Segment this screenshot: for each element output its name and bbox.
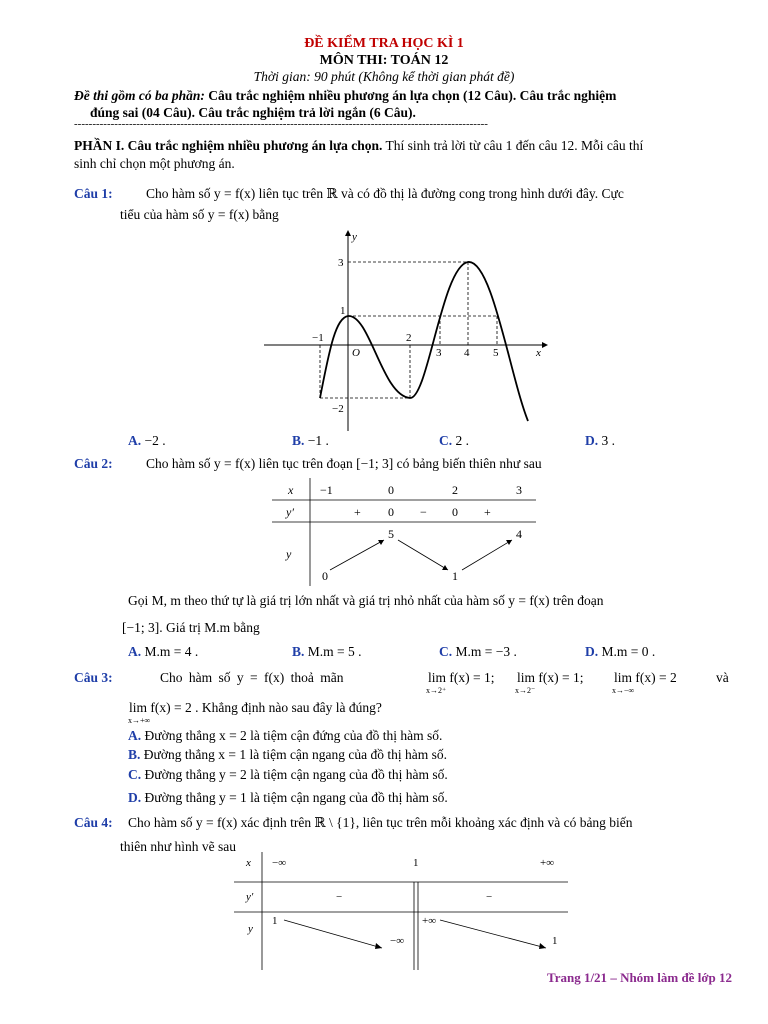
q2-sign-4: + (484, 505, 491, 519)
q3-lim1: lim f(x) = 1; (428, 670, 495, 685)
part1-heading: PHẦN I. Câu trắc nghiệm nhiều phương án lựa chọn. (74, 138, 383, 153)
structure-prefix: Đề thi gồm có ba phần: (74, 88, 205, 103)
q2-option-c[interactable]: C. M.m = −3 . (439, 644, 517, 659)
q4-text1: Cho hàm số y = f(x) xác định trên ℝ \ {1}, liên tục trên mỗi khoảng xác định và có bảng biến (128, 815, 633, 830)
q1-option-b[interactable]: B. −1 . (292, 433, 329, 448)
q2-y-2: 1 (452, 569, 458, 583)
q2-sign-0: + (354, 505, 361, 519)
q3-lim2: lim f(x) = 1; (517, 670, 584, 685)
q2-text2: Gọi M, m theo thứ tự là giá trị lớn nhất và giá trị nhỏ nhất của hàm số y = f(x) trên đoạn (128, 593, 604, 608)
graph-x-label: x (536, 347, 541, 359)
q2-option-a[interactable]: A. M.m = 4 . (128, 644, 199, 659)
q3-option-d[interactable]: D. Đường thẳng y = 1 là tiệm cận ngang của đồ thị hàm số. (128, 790, 448, 805)
graph-y-3: 3 (338, 257, 344, 269)
q3-lim4-sub: x→+∞ (128, 716, 151, 725)
q1-text2: tiểu của hàm số y = f(x) bằng (120, 207, 279, 222)
exam-subject: MÔN THI: TOÁN 12 (319, 53, 449, 68)
q3-lim4: lim f(x) = 2 . Khẳng định nào sau đây là đúng? (129, 700, 382, 715)
graph-origin: O (352, 347, 360, 359)
q4-y-1: −∞ (390, 935, 405, 947)
q2-sign-1: 0 (388, 505, 394, 519)
q4-y-0: 1 (272, 915, 278, 927)
footer-group: – Nhóm làm đề lớp 12 (607, 970, 732, 985)
q1-text1: Cho hàm số y = f(x) liên tục trên ℝ và có đồ thị là đường cong trong hình dưới đây. Cực (146, 186, 624, 201)
q4-sign-0: − (336, 891, 343, 903)
q4-x-2: +∞ (540, 857, 555, 869)
q4-row-y-label: y (248, 923, 253, 935)
q4-sign-1: − (486, 891, 493, 903)
graph-x-neg1: −1 (312, 332, 324, 344)
exam-title: ĐỀ KIỂM TRA HỌC KÌ 1 (304, 36, 464, 51)
graph-y-1: 1 (340, 305, 346, 317)
q2-row-dy-label: y′ (286, 505, 294, 519)
q3-lim3: lim f(x) = 2 (614, 670, 677, 685)
q2-x-2: 2 (452, 483, 458, 497)
q2-text: Cho hàm số y = f(x) liên tục trên đoạn [−1; 3] có bảng biến thiên như sau (146, 456, 542, 471)
q2-row-y-label: y (286, 547, 292, 561)
q2-x-0: −1 (320, 483, 333, 497)
q3-label: Câu 3: (74, 670, 113, 685)
q4-variation-table (234, 852, 570, 972)
q3-lim2-sub: x→2⁻ (515, 686, 536, 695)
q2-y-1: 5 (388, 527, 394, 541)
q2-option-d[interactable]: D. M.m = 0 . (585, 644, 656, 659)
q1-option-a[interactable]: A. −2 . (128, 433, 166, 448)
graph-x-3: 3 (436, 347, 442, 359)
q2-row-x-label: x (288, 483, 294, 497)
q3-text1: Cho hàm số y = f(x) thoả mãn (160, 670, 344, 685)
exam-structure-line2: đúng sai (04 Câu). Câu trắc nghiệm trả lời ngắn (6 Câu). (90, 105, 416, 120)
q4-x-1: 1 (413, 857, 419, 869)
q3-lim3-sub: x→−∞ (612, 686, 635, 695)
q2-y-3: 4 (516, 527, 522, 541)
graph-y-label: y (352, 231, 357, 243)
q4-y-2: +∞ (422, 915, 437, 927)
q2-text3: [−1; 3]. Giá trị M.m bằng (122, 620, 260, 635)
divider: ----------------------------------------------------------------------------------------------------------------- (74, 118, 488, 130)
graph-x-4: 4 (464, 347, 470, 359)
page-number: Trang 1/21 (546, 970, 608, 985)
q4-label: Câu 4: (74, 815, 113, 830)
q2-x-1: 0 (388, 483, 394, 497)
q3-and: và (716, 670, 729, 685)
part1-instr1: Thí sinh trả lời từ câu 1 đến câu 12. Mỗi câu thí (382, 138, 644, 153)
q3-lim1-sub: x→2⁺ (426, 686, 447, 695)
part1-line1 (74, 136, 734, 155)
q1-label: Câu 1: (74, 186, 113, 201)
q2-sign-3: 0 (452, 505, 458, 519)
exam-time: Thời gian: 90 phút (Không kể thời gian phát đề) (253, 69, 515, 84)
q3-option-a[interactable]: A. Đường thẳng x = 2 là tiệm cận đứng của đồ thị hàm số. (128, 728, 443, 743)
graph-x-2: 2 (406, 332, 412, 344)
q4-x-0: −∞ (272, 857, 287, 869)
q4-row-x-label: x (246, 857, 251, 869)
q2-x-3: 3 (516, 483, 522, 497)
q2-option-b[interactable]: B. M.m = 5 . (292, 644, 362, 659)
part1-instr2: sinh chỉ chọn một phương án. (74, 156, 235, 171)
q4-text2: thiên như hình vẽ sau (120, 839, 237, 854)
q4-row-dy-label: y′ (246, 891, 254, 903)
q2-sign-2: − (420, 505, 427, 519)
q3-option-b[interactable]: B. Đường thẳng x = 1 là tiệm cận ngang của đồ thị hàm số. (128, 747, 448, 762)
q1-option-c[interactable]: C. 2 . (439, 433, 469, 448)
q4-y-3: 1 (552, 935, 558, 947)
structure-text1: Câu trắc nghiệm nhiều phương án lựa chọn (12 Câu). Câu trắc nghiệm (208, 88, 617, 103)
q2-label: Câu 2: (74, 456, 113, 471)
graph-y-neg2: −2 (332, 403, 344, 415)
graph-x-5: 5 (493, 347, 499, 359)
q3-option-c[interactable]: C. Đường thẳng y = 2 là tiệm cận ngang của đồ thị hàm số. (128, 767, 448, 782)
q2-y-0: 0 (322, 569, 328, 583)
q2-variation-table (272, 478, 542, 586)
page-footer (547, 970, 732, 986)
q1-graph (260, 226, 550, 436)
q1-option-d[interactable]: D. 3 . (585, 433, 615, 448)
